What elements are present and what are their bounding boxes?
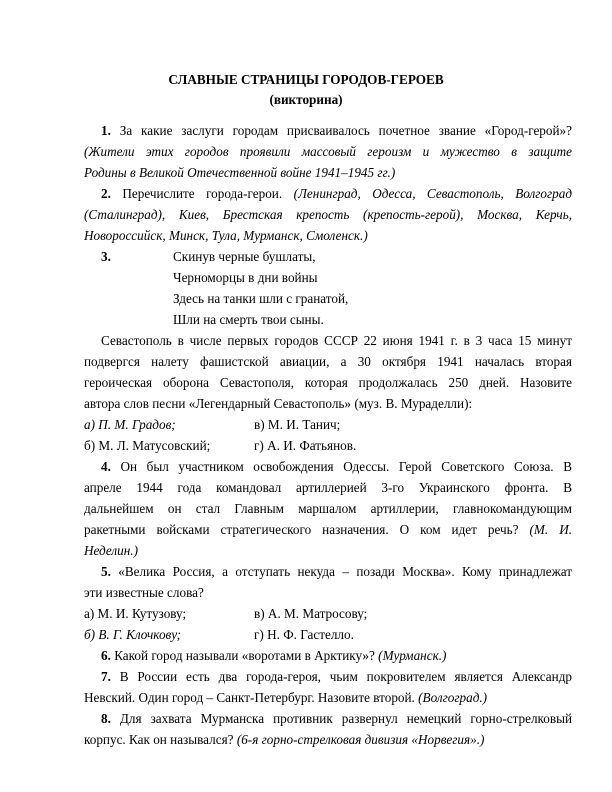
option-b: в) М. И. Танич; <box>254 417 341 432</box>
question-3-text: автора слов песни «Легендарный Севастополь» (муз. В. Мураделли): <box>84 396 473 411</box>
question-1 <box>101 120 572 141</box>
question-text: В России есть два города-героя, чьим покровителем является Александр <box>119 669 573 684</box>
question-4-text: дальнейшем он стал Главным маршалом артиллерии, главнокомандующим <box>84 501 572 516</box>
answer-4: Неделин.) <box>84 543 138 558</box>
question-number: 7. <box>101 669 111 684</box>
question-2 <box>101 183 572 204</box>
question-text: Для захвата Мурманска противник развернул немецкий горно-стрелковый <box>119 711 572 726</box>
answer-1-line: (Жители этих городов проявили массовый героизм и мужество в защите <box>84 144 572 159</box>
question-7 <box>101 666 572 687</box>
question-4-text: апреле 1944 года командовал артиллерией 3-го Украинского фронта. В <box>84 480 572 495</box>
option-b: в) А. М. Матросову; <box>254 606 368 621</box>
question-8-text: корпус. Как он назывался? (6-я горно-стрелковая дивизия «Норвегия».) <box>84 732 485 747</box>
option-c: б) М. Л. Матусовский; <box>84 438 211 453</box>
question-text: Какой город называли «воротами в Арктику»? <box>114 648 375 663</box>
answer-2-line: Новороссийск, Минск, Тула, Мурманск, Смоленск.) <box>84 228 368 243</box>
question-number: 8. <box>101 711 111 726</box>
poem-line: Шли на смерть твои сыны. <box>173 312 324 327</box>
question-text: «Велика Россия, а отступать некуда – позади Москва». Кому принадлежат <box>118 564 572 579</box>
answer-2-line: (Сталинград), Киев, Брестская крепость (крепость-герой), Москва, Керчь, <box>84 207 572 222</box>
answer-text: (Волгоград.) <box>418 690 488 705</box>
option-a: а) М. И. Кутузову; <box>84 606 187 621</box>
question-text: Он был участником освобождения Одессы. Герой Советского Союза. В <box>120 459 573 474</box>
answer-text: (Мурманск.) <box>378 648 447 663</box>
question-8 <box>101 708 572 729</box>
question-4 <box>101 456 572 477</box>
option-d: г) А. И. Фатьянов. <box>254 438 357 453</box>
question-number: 1. <box>101 123 111 138</box>
question-7-text: Невский. Один город – Санкт-Петербург. Назовите второй. (Волгоград.) <box>84 690 488 705</box>
poem-line: Здесь на танки шли с гранатой, <box>173 291 349 306</box>
question-3-number: 3. <box>101 249 111 264</box>
question-3-text: подвергся налету фашистской авиации, а 30 октября 1941 началась вторая <box>84 354 572 369</box>
question-3-text: героическая оборона Севастополя, которая продолжалась 250 дней. Назовите <box>84 375 572 390</box>
question-4-text: ракетными войсками стратегического назначения. О ком идет речь? (М. И. <box>84 522 573 537</box>
question-5-text: эти известные слова? <box>84 585 204 600</box>
question-text: За какие заслуги городам присваивалось почетное звание «Город-герой»? <box>119 123 572 138</box>
page-title: СЛАВНЫЕ СТРАНИЦЫ ГОРОДОВ-ГЕРОЕВ <box>168 72 444 87</box>
question-number: 2. <box>101 186 111 201</box>
poem-line: Черноморцы в дни войны <box>173 270 318 285</box>
poem-line: Скинув черные бушлаты, <box>173 249 316 264</box>
question-3-text: Севастополь в числе первых городов СССР 22 июня 1941 г. в 3 часа 15 минут <box>101 333 572 348</box>
option-a: а) П. М. Градов; <box>84 417 176 432</box>
answer-text: (6-я горно-стрелковая дивизия «Норвегия».) <box>236 732 485 747</box>
answer-text: (М. И. <box>529 522 573 537</box>
question-number: 6. <box>101 648 111 663</box>
answer-1-line: Родины в Великой Отечественной войне 1941–1945 гг.) <box>84 165 396 180</box>
question-number: 5. <box>101 564 111 579</box>
answer-text: (Ленинград, Одесса, Севастополь, Волгоград <box>293 186 573 201</box>
question-6 <box>101 645 572 666</box>
question-5 <box>101 561 572 582</box>
option-c: б) В. Г. Клочкову; <box>84 627 182 642</box>
page-subtitle: (викторина) <box>269 92 343 107</box>
question-text: Перечислите города-герои. <box>122 186 283 201</box>
option-d: г) Н. Ф. Гастелло. <box>254 627 354 642</box>
question-number: 4. <box>101 459 111 474</box>
